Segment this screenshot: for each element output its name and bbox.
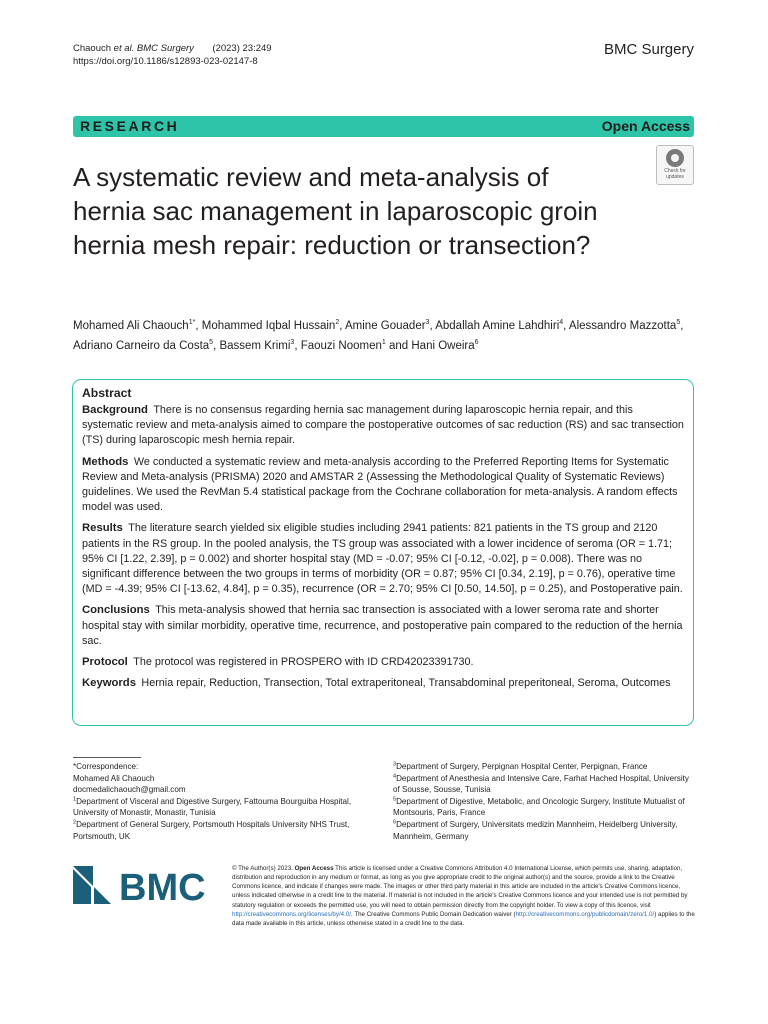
affiliation-number: 2 xyxy=(73,819,77,826)
affiliation-number: 6 xyxy=(393,819,397,826)
check-for-updates-badge[interactable] xyxy=(656,145,694,185)
affiliation-number: 5 xyxy=(393,796,397,803)
doi-link[interactable]: https://doi.org/10.1186/s12893-023-02147-8 xyxy=(73,56,258,67)
citation-year-volume: (2023) 23:249 xyxy=(212,43,272,54)
update-icon xyxy=(666,149,684,167)
author-name: Abdallah Amine Lahdhiri xyxy=(435,320,560,332)
abstract-section xyxy=(82,521,684,597)
author-name: Amine Gouader xyxy=(345,320,426,332)
correspondence-email[interactable]: docmedalichaouch@gmail.com xyxy=(73,785,186,795)
affiliation xyxy=(393,796,693,819)
journal-name: BMC Surgery xyxy=(603,41,694,58)
abstract-section xyxy=(82,655,684,670)
affiliation-number: 3 xyxy=(393,761,397,768)
citation-line xyxy=(73,42,272,55)
logo-text: BMC xyxy=(119,867,206,904)
license-link-cc-by[interactable]: http://creativecommons.org/licenses/by/4.0/ xyxy=(232,910,351,918)
citation-authors: Chaouch xyxy=(73,43,114,54)
author-affiliation-mark: 3 xyxy=(425,319,430,327)
correspondence-name: Mohamed Ali Chaouch xyxy=(73,773,155,783)
license-copyright: © The Author(s) 2023. xyxy=(232,865,295,872)
affiliation xyxy=(393,819,693,842)
abstract-section-text: Hernia repair, Reduction, Transection, Total extraperitoneal, Transabdominal preperitoneal, Seroma, Outcomes xyxy=(141,677,671,690)
license-text-2: . The Creative Commons Public Domain Dedication waiver ( xyxy=(351,910,516,918)
author-name: Bassem Krimi xyxy=(219,340,291,352)
check-for-updates-line1: Check for xyxy=(664,168,686,174)
affiliation-text: Department of Digestive, Metabolic, and Oncologic Surgery, Institute Mutualist of Montsouris, Paris, France xyxy=(393,796,685,818)
citation-journal: et al. BMC Surgery xyxy=(113,43,194,54)
affiliation xyxy=(73,819,373,842)
affiliation-text: Department of Surgery, Universitats medizin Mannheim, Heidelberg University, Mannheim, Germany xyxy=(393,819,678,841)
author-affiliation-mark: 2 xyxy=(335,319,340,327)
author-affiliation-mark: 1* xyxy=(188,319,196,327)
abstract-section-label: Conclusions xyxy=(82,604,150,617)
author-affiliation-mark: 5 xyxy=(209,339,214,347)
abstract-section-label: Protocol xyxy=(82,656,128,669)
footnotes-right xyxy=(393,761,693,842)
citation-header xyxy=(73,42,272,68)
author-affiliation-mark: 3 xyxy=(290,339,295,347)
author-name: Adriano Carneiro da Costa xyxy=(73,340,210,352)
affiliation-text: Department of Surgery, Perpignan Hospital Center, Perpignan, France xyxy=(396,762,648,771)
logo-shape-corner xyxy=(94,887,111,904)
abstract-section-text: The literature search yielded six eligible studies including 2941 patients: 821 patients in the TS group and 2120 patients in the RS group. In the pooled analysis, the TS group was associated with a lower incidence of seroma (OR = 1.71; 95% CI [1.22, 2.39], p = 0.002) and shorter hospital stay (MD = -0.07; 95% CI [-0.12, -0.02], p = 0.008). There was no significant difference between the two groups in terms of morbidity (OR = 0.87; 95% CI [0.34, 2.19], p = 0.76), operative time (MD = -4.39; 95% CI [-13.62, 4.84], p = 0.35), recurrence (OR = 2.70; 95% CI [0.50, 14.50], p = 0.25), and Postoperative pain. xyxy=(82,522,683,596)
abstract-section-text: There is no consensus regarding hernia sac management during laparoscopic hernia repair, and this systematic review and meta-analysis aimed to compare the postoperative outcomes of sac reduction (RS) and sac transection (TS) during laparoscopic mesh hernia repair. xyxy=(82,404,684,447)
affiliation xyxy=(393,773,693,796)
author-affiliation-mark: 6 xyxy=(474,339,479,347)
abstract-section-text: This meta-analysis showed that hernia sac transection is associated with a lower seroma rate and shorter hospital stay with similar morbidity, operative time, recurrence, and postoperative pain compared to the reduction of the hernia sac. xyxy=(82,604,683,647)
abstract-section xyxy=(82,455,684,516)
license-open-access: Open Access xyxy=(294,865,334,872)
abstract-section-text: The protocol was registered in PROSPERO with ID CRD42023391730. xyxy=(133,656,474,669)
affiliation-number: 1 xyxy=(73,796,77,803)
abstract-section-text: We conducted a systematic review and meta-analysis according to the Preferred Reporting Items for Systematic Review and Meta-analysis (PRISMA) 2020 and AMSTAR 2 (Assessing the Methodological Quality of Systematic Reviews) guidelines. We used the RevMan 5.4 statistical package from the Cochrane collaboration for meta-analysis. A random effects model was used. xyxy=(82,455,678,514)
abstract-section xyxy=(82,603,684,649)
abstract-section xyxy=(82,403,684,449)
affiliation-number: 4 xyxy=(393,772,397,779)
abstract-sections xyxy=(82,403,684,691)
abstract-section-label: Results xyxy=(82,522,123,535)
license-text-1: This article is licensed under a Creative Commons Attribution 4.0 International License, which permits use, sharing, adaptation, distribution and reproduction in any medium or format, as long as you give appropriate credit to the original author(s) and the source, provide a link to the Creative Commons licence, and indicate if changes were made. The images or other third party material in this article are included in the article's Creative Commons licence, unless indicated otherwise in a credit line to the material. If material is not included in the article's Creative Commons licence and your intended use is not permitted by statutory regulation or exceeds the permitted use, you will need to obtain permission directly from the copyright holder. To view a copy of this licence, visit xyxy=(232,865,688,909)
author-name: Mohammed Iqbal Hussain xyxy=(201,320,336,332)
check-for-updates-line2: updates xyxy=(666,174,684,180)
author-name: Mohamed Ali Chaouch xyxy=(73,320,189,332)
article-type-label: RESEARCH xyxy=(80,118,180,134)
affiliation xyxy=(393,761,693,773)
author-list: Mohamed Ali Chaouch$^{1*}$, Mohammed Iqbal Hussain$^2$, Amine Gouader$^3$, Abdallah Amine Lahdhiri$^4$, Alessandro Mazzotta$^5$, Adriano Carneiro da Costa$^5$, Bassem Krimi$^3$, Faouzi Noomen$^1$ and Hani Oweira$^6$ xyxy=(73,319,684,352)
footnote-divider xyxy=(73,757,141,758)
open-access-label: Open Access xyxy=(601,118,690,134)
license-text-3: ) applies to the data made available in this article, unless otherwise stated in a credit line to the data. xyxy=(232,910,695,927)
author-name: Hani Oweira xyxy=(411,340,475,352)
affiliation-text: Department of Anesthesia and Intensive Care, Farhat Hached Hospital, University of Sousse, Sousse, Tunisia xyxy=(393,773,689,795)
affiliation xyxy=(73,796,373,819)
bmc-logo xyxy=(73,866,218,904)
abstract-section-label: Background xyxy=(82,404,148,416)
footnotes-left xyxy=(73,761,373,842)
article-title: A systematic review and meta-analysis of hernia sac management in laparoscopic groin hernia mesh repair: reduction or transection? xyxy=(73,162,598,260)
author-affiliation-mark: 4 xyxy=(559,319,564,327)
abstract-section xyxy=(82,676,684,691)
author-name: Faouzi Noomen xyxy=(300,340,382,352)
author-affiliation-mark: 1 xyxy=(381,339,386,347)
affiliation-text: Department of General Surgery, Portsmouth Hospitals University NHS Trust, Portsmouth, UK xyxy=(73,819,350,841)
correspondence-label: *Correspondence: xyxy=(73,762,139,771)
license-statement xyxy=(232,864,695,928)
license-link-cc-zero[interactable]: http://creativecommons.org/publicdomain/zero/1.0/ xyxy=(515,910,655,918)
author-affiliation-mark: 5 xyxy=(676,319,681,327)
abstract-section-label: Methods xyxy=(82,455,129,468)
abstract-section-label: Keywords xyxy=(82,677,136,690)
affiliation-text: Department of Visceral and Digestive Surgery, Fattouma Bourguiba Hospital, University of Monastir, Monastir, Tunisia xyxy=(73,796,352,818)
affiliations-left xyxy=(73,796,373,842)
author-name: Alessandro Mazzotta xyxy=(568,320,677,332)
abstract-heading: Abstract xyxy=(82,386,132,400)
abstract-box xyxy=(72,379,694,726)
